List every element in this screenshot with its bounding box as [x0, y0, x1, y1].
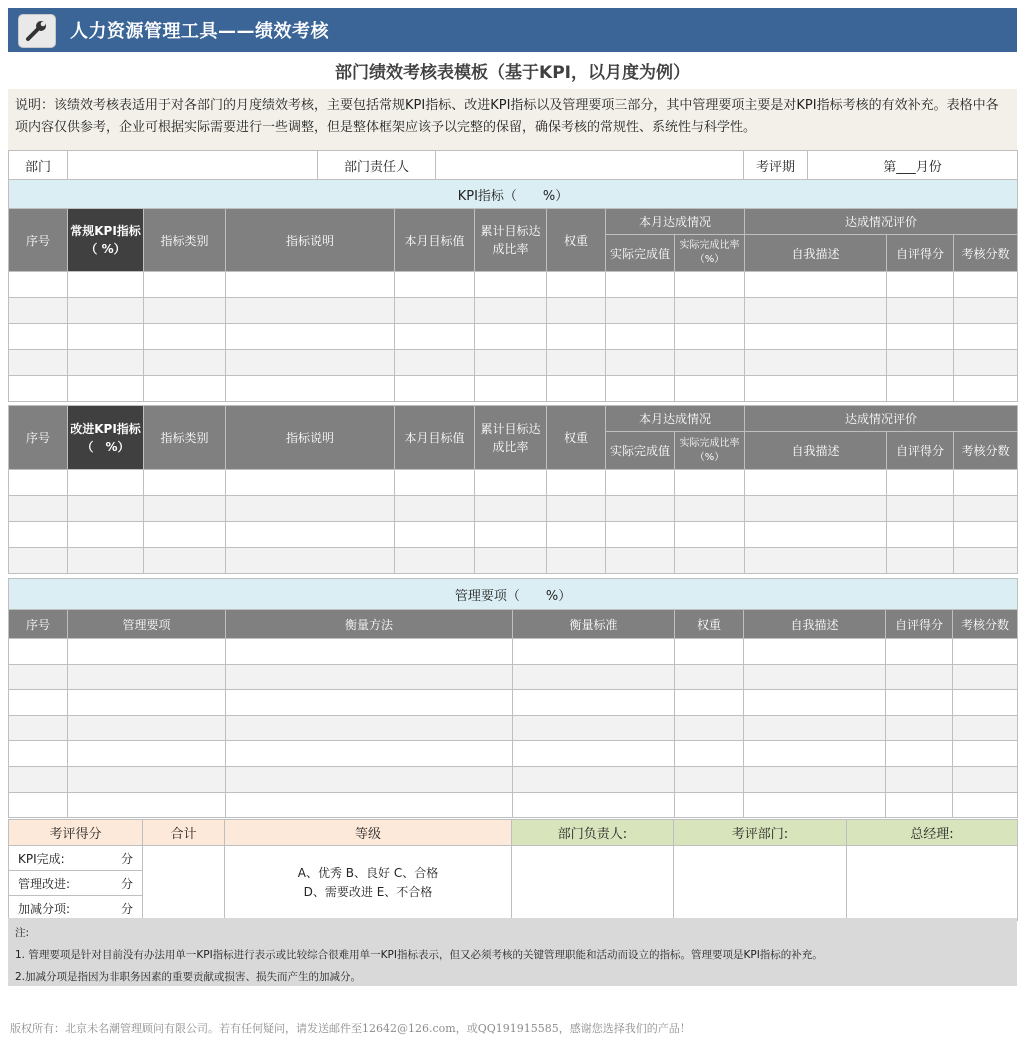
mgmt-cell[interactable]: [9, 639, 68, 665]
mgmt-cell[interactable]: [513, 792, 675, 818]
kpi-regular-table: [8, 179, 1018, 402]
mgmt-improve-label: 管理改进:: [18, 876, 71, 891]
mgmt-cell[interactable]: [886, 766, 953, 792]
kpi-improve-cell[interactable]: [887, 522, 954, 548]
mgmt-cell[interactable]: [513, 690, 675, 716]
col-score-2: 考核分数: [954, 432, 1018, 470]
kpi-regular-cell[interactable]: [395, 298, 475, 324]
mgmt-cell[interactable]: [744, 741, 886, 767]
col-actual-pct: 实际完成比率（%）: [675, 235, 745, 272]
kpi-complete-cell[interactable]: [9, 846, 143, 871]
kpi-improve-cell[interactable]: [9, 548, 68, 574]
dept-label: 部门: [9, 151, 68, 180]
mgmt-band: 管理要项（ %）: [9, 579, 1018, 610]
kpi-regular-cell[interactable]: [675, 350, 745, 376]
kpi-improve-cell[interactable]: [226, 522, 395, 548]
mgmt-cell[interactable]: [68, 690, 226, 716]
note-1: 1. 管理要项是针对目前没有办法用单一KPI指标进行表示或比较综合很难用单一KPI指标表示，但又必须考核的关键管理职能和活动而设立的指标。管理要项是KPI指标的补充。: [15, 949, 823, 961]
kpi-regular-cell[interactable]: [954, 298, 1018, 324]
mgmt-cell[interactable]: [953, 690, 1018, 716]
col-regular-kpi: 常规KPI指标 （ %）: [68, 209, 144, 272]
kpi-improve-cell[interactable]: [144, 470, 226, 496]
kpi-improve-cell[interactable]: [395, 548, 475, 574]
kpi-regular-row: [9, 272, 1018, 298]
mgmt-cell[interactable]: [68, 766, 226, 792]
kpi-regular-cell[interactable]: [675, 298, 745, 324]
col-cumulative-2: 累计目标达成比率: [475, 406, 547, 470]
mgmt-cell[interactable]: [886, 741, 953, 767]
kpi-regular-cell[interactable]: [226, 272, 395, 298]
mgmt-table: [8, 578, 1018, 818]
col-category: 指标类别: [144, 209, 226, 272]
mgmt-cell[interactable]: [9, 664, 68, 690]
kpi-regular-cell[interactable]: [144, 272, 226, 298]
kpi-improve-row: [9, 496, 1018, 522]
mgmt-cell[interactable]: [9, 766, 68, 792]
mgmt-cell[interactable]: [744, 690, 886, 716]
kpi-improve-cell[interactable]: [226, 496, 395, 522]
info-table: [8, 150, 1018, 180]
mgmt-cell[interactable]: [953, 639, 1018, 665]
mgmt-col-method: 衡量方法: [226, 610, 513, 639]
kpi-regular-cell[interactable]: [547, 350, 606, 376]
mgmt-cell[interactable]: [226, 664, 513, 690]
dept-value-cell[interactable]: [68, 151, 318, 180]
col-group-eval-2: 达成情况评价: [745, 406, 1018, 432]
kpi-regular-cell[interactable]: [144, 350, 226, 376]
col-weight-2: 权重: [547, 406, 606, 470]
kpi-regular-cell[interactable]: [675, 376, 745, 402]
kpi-regular-cell[interactable]: [226, 298, 395, 324]
note-2: 2.加减分项是指因为非职务因素的重要贡献或损害、损失而产生的加减分。: [15, 971, 362, 983]
kpi-improve-cell[interactable]: [475, 548, 547, 574]
kpi-improve-cell[interactable]: [887, 496, 954, 522]
kpi-improve-cell[interactable]: [547, 470, 606, 496]
col-actual-2: 实际完成值: [606, 432, 675, 470]
kpi-regular-cell[interactable]: [9, 272, 68, 298]
kpi-regular-cell[interactable]: [745, 324, 887, 350]
mgmt-row: [9, 792, 1018, 818]
grade-cell: [225, 846, 512, 921]
owner-label: 部门责任人: [318, 151, 436, 180]
kpi-regular-row: [9, 324, 1018, 350]
col-group-eval: 达成情况评价: [745, 209, 1018, 235]
mgmt-cell[interactable]: [675, 715, 744, 741]
grades-line-1: A、优秀 B、良好 C、合格: [297, 866, 439, 880]
mgmt-cell[interactable]: [226, 715, 513, 741]
mgmt-cell[interactable]: [675, 639, 744, 665]
kpi-regular-cell[interactable]: [954, 376, 1018, 402]
kpi-regular-cell[interactable]: [9, 324, 68, 350]
kpi-improve-cell[interactable]: [547, 548, 606, 574]
mgmt-cell[interactable]: [68, 741, 226, 767]
mgmt-cell[interactable]: [9, 715, 68, 741]
notes-box: [8, 918, 1017, 986]
kpi-regular-row: [9, 376, 1018, 402]
kpi-improve-cell[interactable]: [954, 548, 1018, 574]
kpi-improve-cell[interactable]: [606, 548, 675, 574]
kpi-regular-cell[interactable]: [547, 272, 606, 298]
mgmt-cell[interactable]: [9, 741, 68, 767]
kpi-regular-cell[interactable]: [68, 298, 144, 324]
mgmt-cell[interactable]: [68, 792, 226, 818]
kpi-regular-cell[interactable]: [475, 350, 547, 376]
kpi-regular-cell[interactable]: [745, 298, 887, 324]
bonus-label: 加减分项:: [18, 901, 71, 916]
kpi-improve-cell[interactable]: [68, 522, 144, 548]
mgmt-cell[interactable]: [886, 690, 953, 716]
kpi-improve-cell[interactable]: [226, 470, 395, 496]
kpi-regular-cell[interactable]: [395, 324, 475, 350]
mgmt-cell[interactable]: [675, 664, 744, 690]
kpi-regular-cell[interactable]: [606, 272, 675, 298]
grade-label: 等级: [225, 820, 512, 846]
kpi-improve-cell[interactable]: [475, 470, 547, 496]
mgmt-cell[interactable]: [744, 766, 886, 792]
kpi-improve-cell[interactable]: [547, 496, 606, 522]
kpi-improve-cell[interactable]: [675, 496, 745, 522]
score-label: 考评得分: [9, 820, 143, 846]
kpi-improve-cell[interactable]: [606, 496, 675, 522]
mgmt-col-item: 管理要项: [68, 610, 226, 639]
kpi-regular-cell[interactable]: [606, 376, 675, 402]
document-title: 部门绩效考核表模板（基于KPI，以月度为例）: [335, 63, 690, 83]
mgmt-cell[interactable]: [226, 792, 513, 818]
kpi-improve-cell[interactable]: [475, 496, 547, 522]
kpi-improve-cell[interactable]: [547, 522, 606, 548]
col-actual-pct-2: 实际完成比率（%）: [675, 432, 745, 470]
kpi-complete-unit: 分: [120, 851, 133, 866]
mgmt-row: [9, 741, 1018, 767]
mgmt-cell[interactable]: [68, 664, 226, 690]
kpi-improve-cell[interactable]: [954, 470, 1018, 496]
kpi-regular-cell[interactable]: [475, 376, 547, 402]
period-label: 考评期: [744, 151, 808, 180]
copyright-text: 版权所有：北京未名潮管理顾问有限公司。若有任何疑问，请发送邮件至12642@126.com，或QQ191915585，感谢您选择我们的产品！: [10, 1022, 691, 1035]
kpi-regular-cell[interactable]: [9, 298, 68, 324]
mgmt-cell[interactable]: [226, 690, 513, 716]
kpi-regular-cell[interactable]: [68, 350, 144, 376]
kpi-regular-cell[interactable]: [887, 298, 954, 324]
kpi-improve-cell[interactable]: [226, 548, 395, 574]
kpi-improve-cell[interactable]: [68, 496, 144, 522]
kpi-regular-cell[interactable]: [606, 350, 675, 376]
kpi-regular-cell[interactable]: [226, 350, 395, 376]
mgmt-cell[interactable]: [226, 639, 513, 665]
kpi-improve-cell[interactable]: [606, 470, 675, 496]
mgmt-cell[interactable]: [744, 639, 886, 665]
kpi-improve-cell[interactable]: [144, 522, 226, 548]
kpi-improve-cell[interactable]: [144, 548, 226, 574]
kpi-regular-cell[interactable]: [9, 350, 68, 376]
grades-line-2: D、需要改进 E、不合格: [303, 885, 433, 899]
col-score: 考核分数: [954, 235, 1018, 272]
mgmt-cell[interactable]: [953, 792, 1018, 818]
kpi-regular-cell[interactable]: [144, 376, 226, 402]
kpi-regular-cell[interactable]: [547, 376, 606, 402]
kpi-improve-cell[interactable]: [395, 470, 475, 496]
kpi-improve-cell[interactable]: [954, 522, 1018, 548]
kpi-regular-cell[interactable]: [68, 324, 144, 350]
kpi-improve-cell[interactable]: [395, 522, 475, 548]
kpi-regular-cell[interactable]: [475, 272, 547, 298]
col-self-score: 自评得分: [887, 235, 954, 272]
mgmt-cell[interactable]: [675, 741, 744, 767]
mgmt-col-self-desc: 自我描述: [744, 610, 886, 639]
kpi-improve-cell[interactable]: [675, 470, 745, 496]
dept-head-label: 部门负责人:: [512, 820, 674, 846]
kpi-improve-cell[interactable]: [68, 470, 144, 496]
mgmt-cell[interactable]: [675, 690, 744, 716]
col-index-2: 序号: [9, 406, 68, 470]
app-title-bar: [8, 8, 1017, 52]
mgmt-cell[interactable]: [226, 766, 513, 792]
mgmt-row: [9, 715, 1018, 741]
mgmt-cell[interactable]: [675, 792, 744, 818]
notes-title: 注:: [15, 927, 30, 939]
eval-dept-sign-cell[interactable]: [674, 846, 847, 921]
col-improve-kpi: 改进KPI指标 （ %）: [68, 406, 144, 470]
kpi-regular-cell[interactable]: [395, 350, 475, 376]
kpi-regular-cell[interactable]: [675, 324, 745, 350]
owner-value-cell[interactable]: [436, 151, 744, 180]
mgmt-cell[interactable]: [9, 690, 68, 716]
col-actual: 实际完成值: [606, 235, 675, 272]
mgmt-cell[interactable]: [744, 792, 886, 818]
kpi-regular-cell[interactable]: [68, 376, 144, 402]
col-cumulative: 累计目标达成比率: [475, 209, 547, 272]
kpi-regular-cell[interactable]: [745, 350, 887, 376]
kpi-improve-cell[interactable]: [887, 548, 954, 574]
mgmt-col-index: 序号: [9, 610, 68, 639]
summary-table: [8, 819, 1018, 921]
kpi-regular-cell[interactable]: [395, 376, 475, 402]
total-cell[interactable]: [143, 846, 225, 921]
kpi-improve-cell[interactable]: [675, 548, 745, 574]
kpi-improve-cell[interactable]: [745, 496, 887, 522]
mgmt-cell[interactable]: [886, 664, 953, 690]
mgmt-cell[interactable]: [744, 715, 886, 741]
total-label: 合计: [143, 820, 225, 846]
col-explain-2: 指标说明: [226, 406, 395, 470]
mgmt-row: [9, 766, 1018, 792]
col-index: 序号: [9, 209, 68, 272]
kpi-regular-cell[interactable]: [954, 350, 1018, 376]
kpi-improve-cell[interactable]: [144, 496, 226, 522]
kpi-improve-cell[interactable]: [9, 522, 68, 548]
wrench-icon: [18, 14, 56, 48]
kpi-improve-cell[interactable]: [9, 496, 68, 522]
mgmt-cell[interactable]: [513, 639, 675, 665]
mgmt-cell[interactable]: [675, 766, 744, 792]
kpi-regular-cell[interactable]: [887, 324, 954, 350]
mgmt-cell[interactable]: [886, 639, 953, 665]
mgmt-cell[interactable]: [513, 766, 675, 792]
col-group-month-2: 本月达成情况: [606, 406, 745, 432]
col-category-2: 指标类别: [144, 406, 226, 470]
col-group-month: 本月达成情况: [606, 209, 745, 235]
kpi-regular-cell[interactable]: [226, 376, 395, 402]
kpi-regular-cell[interactable]: [887, 272, 954, 298]
mgmt-cell[interactable]: [953, 664, 1018, 690]
kpi-regular-cell[interactable]: [144, 298, 226, 324]
kpi-improve-cell[interactable]: [9, 470, 68, 496]
mgmt-col-self-score: 自评得分: [886, 610, 953, 639]
mgmt-cell[interactable]: [953, 715, 1018, 741]
dept-head-sign-cell[interactable]: [512, 846, 674, 921]
mgmt-cell[interactable]: [886, 792, 953, 818]
kpi-regular-cell[interactable]: [395, 272, 475, 298]
mgmt-improve-cell[interactable]: [9, 871, 143, 896]
kpi-improve-cell[interactable]: [745, 522, 887, 548]
col-weight: 权重: [547, 209, 606, 272]
mgmt-cell[interactable]: [513, 715, 675, 741]
col-self-desc: 自我描述: [745, 235, 887, 272]
mgmt-cell[interactable]: [9, 792, 68, 818]
mgmt-row: [9, 690, 1018, 716]
kpi-regular-cell[interactable]: [547, 324, 606, 350]
kpi-improve-row: [9, 548, 1018, 574]
kpi-band: KPI指标（ %）: [9, 180, 1018, 209]
mgmt-col-score: 考核分数: [953, 610, 1018, 639]
kpi-regular-cell[interactable]: [675, 272, 745, 298]
mgmt-cell[interactable]: [886, 715, 953, 741]
col-target-2: 本月目标值: [395, 406, 475, 470]
mgmt-cell[interactable]: [68, 639, 226, 665]
kpi-regular-cell[interactable]: [745, 272, 887, 298]
kpi-regular-row: [9, 298, 1018, 324]
bonus-cell[interactable]: [9, 896, 143, 921]
period-value-cell[interactable]: 第___月份: [808, 151, 1018, 180]
kpi-improve-cell[interactable]: [675, 522, 745, 548]
kpi-regular-cell[interactable]: [887, 376, 954, 402]
kpi-improve-cell[interactable]: [395, 496, 475, 522]
kpi-regular-cell[interactable]: [887, 350, 954, 376]
kpi-improve-cell[interactable]: [475, 522, 547, 548]
kpi-regular-cell[interactable]: [144, 324, 226, 350]
kpi-improve-table: [8, 405, 1018, 574]
kpi-improve-row: [9, 522, 1018, 548]
kpi-regular-cell[interactable]: [606, 324, 675, 350]
mgmt-cell[interactable]: [744, 664, 886, 690]
col-self-score-2: 自评得分: [887, 432, 954, 470]
kpi-complete-label: KPI完成:: [18, 851, 65, 866]
col-target: 本月目标值: [395, 209, 475, 272]
col-self-desc-2: 自我描述: [745, 432, 887, 470]
col-explain: 指标说明: [226, 209, 395, 272]
kpi-regular-cell[interactable]: [745, 376, 887, 402]
kpi-regular-row: [9, 350, 1018, 376]
kpi-regular-cell[interactable]: [475, 324, 547, 350]
mgmt-cell[interactable]: [513, 664, 675, 690]
mgmt-cell[interactable]: [68, 715, 226, 741]
mgmt-col-standard: 衡量标准: [513, 610, 675, 639]
mgmt-cell[interactable]: [513, 741, 675, 767]
kpi-regular-cell[interactable]: [475, 298, 547, 324]
kpi-regular-cell[interactable]: [9, 376, 68, 402]
mgmt-cell[interactable]: [226, 741, 513, 767]
description-box: 说明：该绩效考核表适用于对各部门的月度绩效考核，主要包括常规KPI指标、改进KPI指标以及管理要项三部分，其中管理要项主要是对KPI指标考核的有效补充。表格中各项内容仅供参考，企业可根据实际需要进行一些调整，但是整体框架应该予以完整的保留，确保考核的常规性、系统性与科学性。: [8, 89, 1017, 153]
mgmt-cell[interactable]: [953, 741, 1018, 767]
mgmt-cell[interactable]: [953, 766, 1018, 792]
kpi-improve-cell[interactable]: [745, 548, 887, 574]
kpi-improve-row: [9, 470, 1018, 496]
kpi-regular-cell[interactable]: [954, 272, 1018, 298]
kpi-improve-cell[interactable]: [954, 496, 1018, 522]
kpi-regular-cell[interactable]: [547, 298, 606, 324]
mgmt-row: [9, 639, 1018, 665]
bonus-unit: 分: [120, 901, 133, 916]
kpi-improve-cell[interactable]: [606, 522, 675, 548]
kpi-improve-cell[interactable]: [745, 470, 887, 496]
kpi-regular-cell[interactable]: [954, 324, 1018, 350]
app-title: 人力资源管理工具——绩效考核: [70, 21, 329, 42]
kpi-regular-cell[interactable]: [68, 272, 144, 298]
mgmt-improve-unit: 分: [120, 876, 133, 891]
kpi-regular-cell[interactable]: [226, 324, 395, 350]
mgmt-row: [9, 664, 1018, 690]
mgmt-col-weight: 权重: [675, 610, 744, 639]
eval-dept-label: 考评部门:: [674, 820, 847, 846]
gm-label: 总经理:: [847, 820, 1018, 846]
gm-sign-cell[interactable]: [847, 846, 1018, 921]
kpi-improve-cell[interactable]: [887, 470, 954, 496]
kpi-improve-cell[interactable]: [68, 548, 144, 574]
kpi-regular-cell[interactable]: [606, 298, 675, 324]
